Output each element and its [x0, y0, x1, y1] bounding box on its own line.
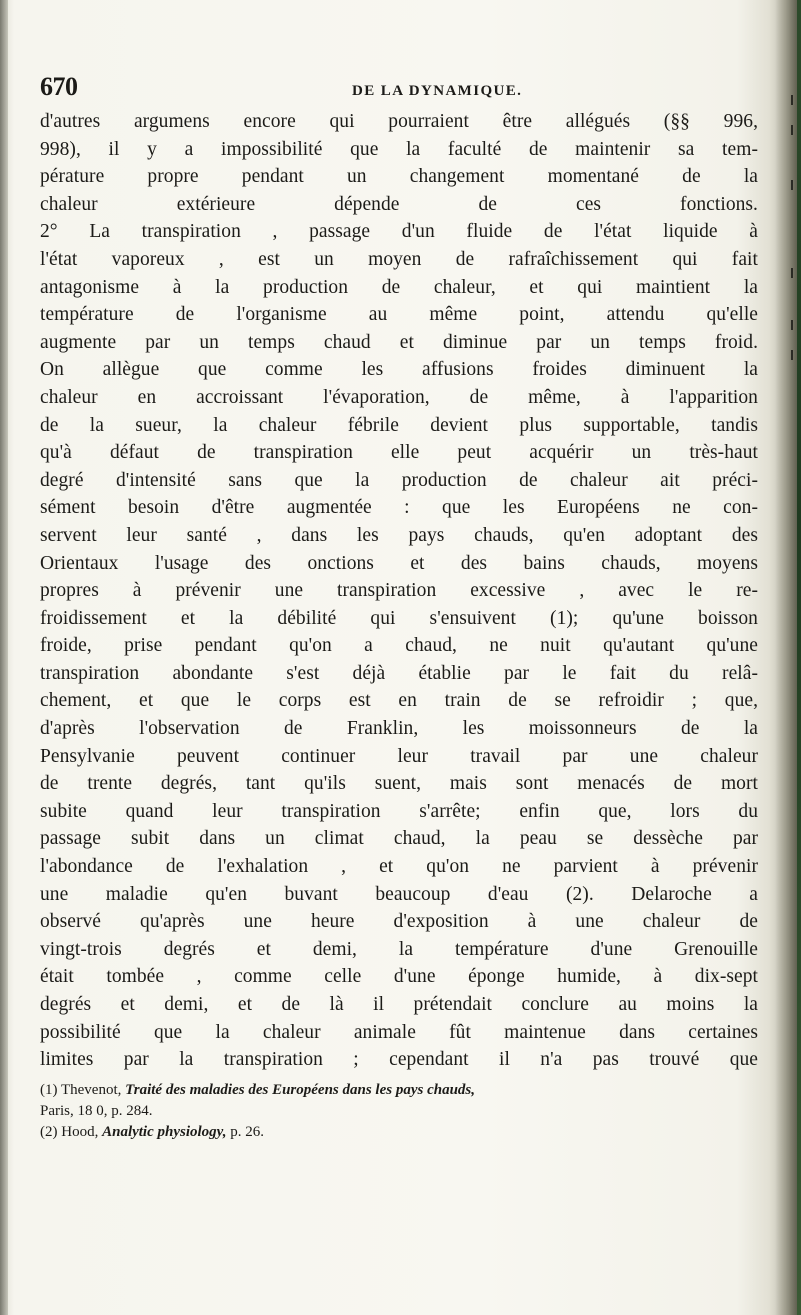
text-line: antagonisme à la production de chaleur, et qui maintient la [40, 276, 758, 298]
text-line: servent leur santé , dans les pays chauds, qu'en adoptant des [40, 524, 758, 546]
text-line: 2° La transpiration , passage d'un fluide de l'état liquide à [40, 221, 758, 243]
text-line: propres à prévenir une transpiration excessive , avec le re- [40, 580, 758, 602]
text-line: température de l'organisme au même point, attendu qu'elle [40, 304, 758, 326]
text-line: limites par la transpiration ; cependant il n'a pas trouvé que [40, 1049, 758, 1071]
page-number: 670 [40, 72, 78, 101]
footnote-line [40, 1122, 758, 1143]
footnote-marker: (1) [40, 1081, 58, 1098]
running-title: DE LA DYNAMIQUE. [352, 83, 523, 99]
text-line: d'après l'observation de Franklin, les moissonneurs de la [40, 718, 758, 740]
text-line: passage subit dans un climat chaud, la peau se dessèche par [40, 828, 758, 850]
footnote-line [40, 1101, 758, 1122]
text-line: Orientaux l'usage des onctions et des bains chauds, moyens [40, 552, 758, 574]
text-line: l'état vaporeux , est un moyen de rafraîchissement qui fait [40, 248, 758, 270]
text-line: On allègue que comme les affusions froides diminuent la [40, 359, 758, 381]
footnote-title: Traité des maladies des Européens dans les pays chauds, [125, 1081, 476, 1098]
text-line: d'autres argumens encore qui pourraient être allégués (§§ 996, [40, 111, 758, 132]
text-line: pérature propre pendant un changement momentané de la [40, 166, 758, 188]
text-line: degrés et demi, et de là il prétendait conclure au moins la [40, 994, 758, 1015]
text-line: transpiration abondante s'est déjà établie par le fait du relâ- [40, 662, 758, 684]
text-line: froidissement et la débilité qui s'ensuivent (1); qu'une boisson [40, 607, 758, 629]
text-line: chement, et que le corps est en train de se refroidir ; que, [40, 690, 758, 712]
body-text [40, 108, 758, 1074]
text-line: augmente par un temps chaud et diminue par un temps froid. [40, 331, 758, 353]
running-head [40, 70, 758, 104]
footnote-rest: p. 26. [230, 1123, 265, 1140]
footnote-marker: (2) [40, 1123, 58, 1140]
text-line: était tombée , comme celle d'une éponge humide, à dix-sept [40, 966, 758, 988]
footnotes [40, 1080, 758, 1143]
page-content [40, 70, 758, 1143]
text-line: chaleur extérieure dépende de ces fonctions. [40, 193, 758, 215]
text-line: degré d'intensité sans que la production de chaleur ait préci- [40, 469, 758, 491]
footnote-author: Thevenot, [60, 1081, 122, 1098]
text-line: vingt-trois degrés et demi, la température d'une Grenouille [40, 938, 758, 960]
text-line: l'abondance de l'exhalation , et qu'on ne parvient à prévenir [40, 856, 758, 878]
footnote-title: Analytic physiology, [102, 1123, 227, 1140]
text-line: observé qu'après une heure d'exposition à une chaleur de [40, 911, 758, 933]
text-line: de la sueur, la chaleur fébrile devient plus supportable, tandis [40, 414, 758, 436]
text-line: une maladie qu'en buvant beaucoup d'eau (2). Delaroche a [40, 883, 758, 905]
text-line: de trente degrés, tant qu'ils suent, mais sont menacés de mort [40, 773, 758, 795]
text-line: froide, prise pendant qu'on a chaud, ne nuit qu'autant qu'une [40, 635, 758, 657]
text-line: possibilité que la chaleur animale fût maintenue dans certaines [40, 1021, 758, 1043]
text-line: subite quand leur transpiration s'arrête; enfin que, lors du [40, 800, 758, 822]
text-line: chaleur en accroissant l'évaporation, de même, à l'apparition [40, 386, 758, 408]
page-edge-binding [797, 0, 801, 1315]
text-line: qu'à défaut de transpiration elle peut acquérir un très-haut [40, 442, 758, 464]
footnote-line [40, 1080, 758, 1101]
footnote-rest: Paris, 18 0, p. 284. [40, 1102, 153, 1119]
text-line: Pensylvanie peuvent continuer leur travail par une chaleur [40, 745, 758, 767]
text-line: 998), il y a impossibilité que la faculté de maintenir sa tem- [40, 138, 758, 160]
text-line: sément besoin d'être augmentée : que les Européens ne con- [40, 497, 758, 519]
binding-shadow [0, 0, 8, 1315]
footnote-author: Hood, [61, 1123, 99, 1140]
